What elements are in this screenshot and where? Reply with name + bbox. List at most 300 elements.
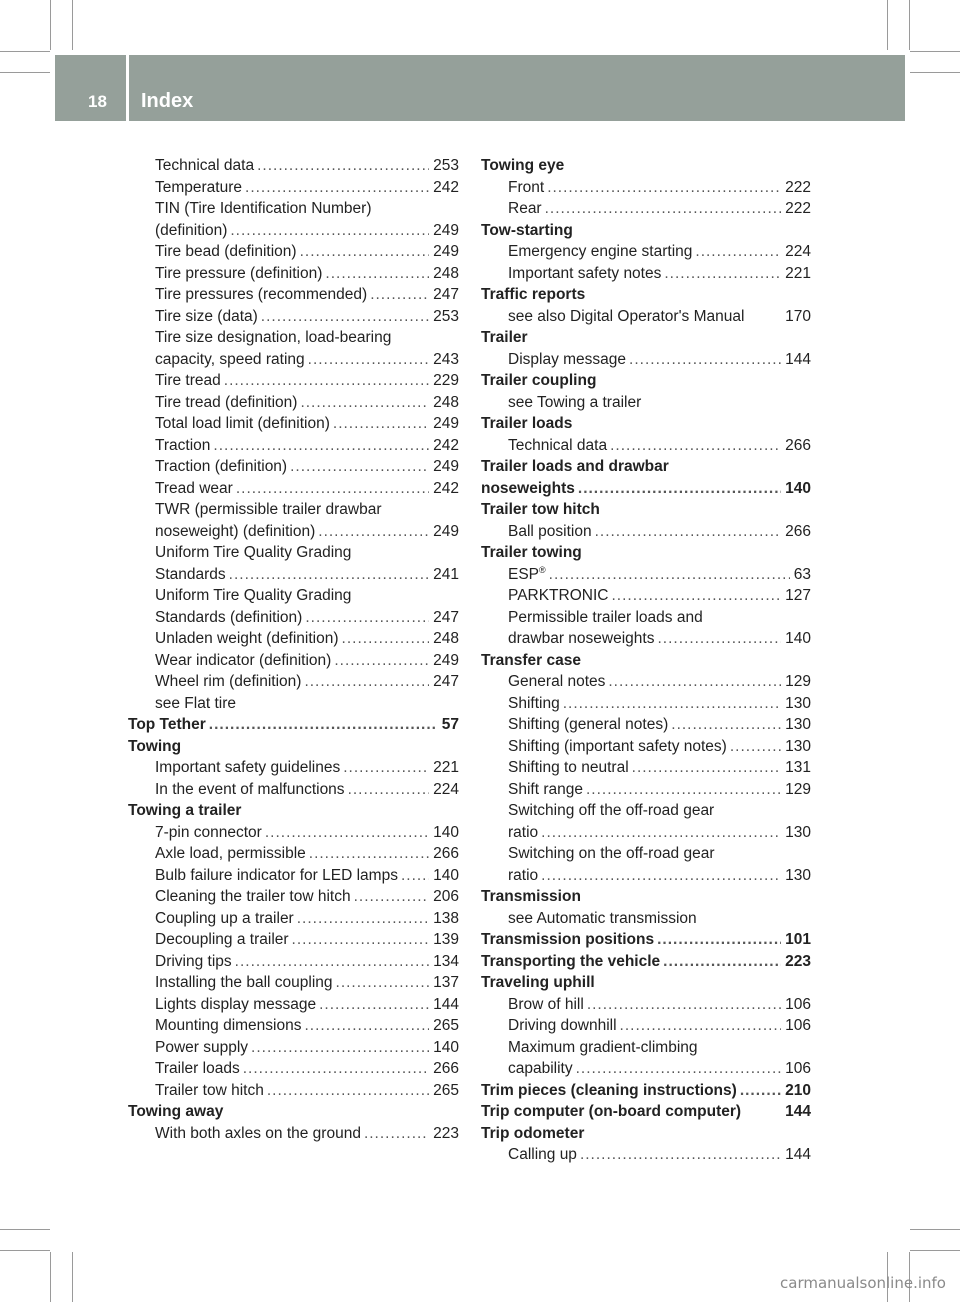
leader-dots — [611, 585, 781, 607]
entry-page: 241 — [433, 565, 459, 583]
entry-label: Lights display message — [155, 995, 317, 1013]
index-heading: Towing — [128, 737, 182, 755]
entry-page: 57 — [441, 716, 459, 733]
crop-mark — [72, 1252, 73, 1302]
index-heading-entry — [481, 951, 811, 973]
entry-page: 223 — [785, 952, 811, 970]
leader-dots — [730, 736, 781, 758]
index-entry — [481, 585, 811, 607]
leader-dots — [632, 757, 781, 779]
entry-label: Bulb failure indicator for LED lamps — [155, 866, 398, 884]
leader-dots — [370, 284, 429, 306]
index-entry — [128, 1058, 459, 1080]
index-entry — [128, 628, 459, 650]
entry-label: In the event of malfunctions — [155, 780, 345, 798]
crop-mark — [50, 0, 51, 50]
index-entry — [128, 1080, 459, 1102]
leader-dots — [342, 628, 430, 650]
crop-mark — [910, 1229, 960, 1230]
entry-label: Shifting (general notes) — [508, 716, 669, 733]
entry-page: 248 — [433, 393, 459, 411]
entry-label: Coupling up a trailer — [155, 909, 294, 927]
index-entry — [128, 886, 459, 908]
crop-mark — [0, 51, 50, 52]
leader-dots — [586, 779, 781, 801]
leader-dots — [304, 671, 429, 693]
index-entry — [128, 521, 459, 543]
entry-label: PARKTRONIC — [508, 587, 609, 604]
index-entry — [128, 1123, 459, 1145]
leader-dots — [545, 198, 782, 220]
entry-label: Driving downhill — [508, 1017, 617, 1034]
entry-page: 63 — [793, 565, 811, 583]
entry-label: Decoupling a trailer — [155, 931, 289, 948]
entry-page: 127 — [785, 587, 811, 604]
index-subtext: Maximum gradient-climbing — [508, 1038, 698, 1056]
index-entry — [128, 951, 459, 973]
index-subtext: see Automatic transmission — [508, 909, 697, 927]
entry-page: 223 — [433, 1124, 459, 1142]
entry-label: Tire bead (definition) — [155, 243, 297, 260]
leader-dots — [292, 929, 430, 951]
index-entry — [481, 994, 811, 1016]
index-entry — [481, 714, 811, 736]
entry-label: Driving tips — [155, 952, 232, 970]
leader-dots — [671, 714, 781, 736]
index-entry — [128, 607, 459, 629]
index-entry — [481, 757, 811, 779]
leader-dots — [300, 241, 430, 263]
entry-label: Top Tether — [128, 716, 206, 733]
index-heading-entry — [481, 478, 811, 500]
entry-label: see also Digital Operator's Manual — [508, 307, 745, 325]
leader-dots — [304, 1015, 429, 1037]
entry-label: Shifting — [508, 694, 560, 712]
index-heading: Trailer towing — [481, 544, 582, 561]
crop-mark — [887, 0, 888, 50]
index-entry — [128, 865, 459, 887]
entry-label: ratio — [508, 866, 539, 884]
index-entry — [481, 241, 811, 263]
entry-label: Cleaning the trailer tow hitch — [155, 888, 351, 905]
index-subtext: see Flat tire — [155, 694, 236, 712]
index-heading: Traffic reports — [481, 286, 586, 303]
crop-mark — [0, 1250, 50, 1251]
leader-dots — [224, 370, 429, 392]
leader-dots — [230, 220, 429, 242]
entry-label: Wheel rim (definition) — [155, 673, 302, 690]
entry-label: ratio — [508, 823, 539, 841]
entry-label: Wear indicator (definition) — [155, 651, 332, 669]
entry-page: 134 — [433, 952, 459, 970]
entry-label: Tire pressures (recommended) — [155, 286, 368, 303]
index-entry — [481, 521, 811, 543]
leader-dots — [236, 478, 429, 500]
entry-label: capacity, speed rating — [155, 350, 305, 368]
leader-dots — [595, 521, 782, 543]
entry-page: 131 — [785, 759, 811, 776]
entry-label: Mounting dimensions — [155, 1017, 302, 1034]
index-heading: Transmission — [481, 888, 581, 905]
crop-mark — [910, 72, 960, 73]
index-heading: Traveling uphill — [481, 974, 595, 991]
index-entry — [128, 929, 459, 951]
entry-page: 224 — [785, 243, 811, 260]
index-entry — [128, 822, 459, 844]
leader-dots — [243, 1058, 429, 1080]
entry-page: 248 — [433, 264, 459, 282]
entry-page: 265 — [433, 1017, 459, 1034]
entry-label: drawbar noseweights — [508, 630, 655, 647]
entry-page: 101 — [785, 931, 811, 948]
leader-dots — [308, 349, 429, 371]
index-subtext: Uniform Tire Quality Grading — [155, 587, 352, 604]
watermark: carmanualsonline.info — [780, 1274, 946, 1292]
leader-dots — [664, 263, 781, 285]
leader-dots — [657, 628, 781, 650]
leader-dots — [740, 1080, 781, 1102]
index-heading: Towing eye — [481, 157, 565, 174]
leader-dots — [587, 994, 781, 1016]
leader-dots — [235, 951, 429, 973]
entry-page: 253 — [433, 157, 459, 174]
leader-dots — [695, 241, 781, 263]
entry-page: 242 — [433, 479, 459, 497]
entry-page: 130 — [785, 694, 811, 712]
entry-page: 221 — [433, 759, 459, 776]
leader-dots — [663, 951, 781, 973]
leader-dots — [629, 349, 781, 371]
index-entry — [481, 263, 811, 285]
index-entry — [128, 972, 459, 994]
index-heading-entry — [481, 929, 811, 951]
entry-label: Trailer loads — [155, 1060, 240, 1077]
entry-page: 249 — [433, 221, 459, 239]
entry-label: Calling up — [508, 1146, 577, 1163]
entry-label: Standards (definition) — [155, 608, 303, 626]
entry-label: Emergency engine starting — [508, 243, 693, 260]
entry-page: 140 — [785, 479, 811, 497]
leader-dots — [547, 177, 781, 199]
leader-dots — [309, 843, 429, 865]
entry-label: Power supply — [155, 1038, 249, 1056]
entry-page: 210 — [785, 1081, 811, 1099]
index-entry — [481, 1058, 811, 1080]
index-subtext: Uniform Tire Quality Grading — [155, 544, 352, 561]
leader-dots — [305, 607, 429, 629]
index-entry — [481, 779, 811, 801]
entry-page: 247 — [433, 286, 459, 303]
leader-dots — [343, 757, 429, 779]
leader-dots — [297, 908, 429, 930]
leader-dots — [318, 521, 429, 543]
entry-page: 221 — [785, 264, 811, 282]
index-entry — [128, 349, 459, 371]
index-subtext: Switching off the off-road gear — [508, 802, 715, 819]
entry-label: General notes — [508, 673, 606, 690]
index-entry — [128, 478, 459, 500]
entry-label: capability — [508, 1060, 573, 1077]
leader-dots — [229, 564, 429, 586]
index-entry — [128, 1037, 459, 1059]
leader-dots — [325, 263, 429, 285]
leader-dots — [563, 693, 781, 715]
index-entry — [481, 1015, 811, 1037]
section-title: Index — [141, 90, 194, 112]
index-entry — [481, 349, 811, 371]
entry-label: Temperature — [155, 178, 243, 196]
entry-label: Installing the ball coupling — [155, 974, 333, 991]
index-entry — [128, 263, 459, 285]
entry-label: Tire tread (definition) — [155, 393, 298, 411]
entry-label: Traction — [155, 436, 211, 454]
leader-dots — [620, 1015, 782, 1037]
leader-dots — [578, 478, 781, 500]
index-entry — [128, 177, 459, 199]
entry-page: 222 — [785, 200, 811, 217]
crop-mark — [0, 1229, 50, 1230]
index-heading: Trailer — [481, 329, 528, 346]
index-entry — [128, 1015, 459, 1037]
entry-label: Trip computer (on-board computer) — [481, 1103, 742, 1120]
index-entry — [481, 671, 811, 693]
index-column-right — [481, 155, 811, 1166]
entry-label: With both axles on the ground — [155, 1124, 361, 1142]
leader-dots — [334, 650, 429, 672]
index-subtext: Switching on the off-road gear — [508, 845, 715, 862]
index-entry — [481, 1144, 811, 1166]
entry-page: 138 — [433, 909, 459, 927]
entry-page: 222 — [785, 178, 811, 196]
index-subtext: see Towing a trailer — [508, 393, 642, 411]
leader-dots — [364, 1123, 429, 1145]
index-subtext: TIN (Tire Identification Number) — [155, 200, 372, 217]
crop-mark — [910, 51, 960, 52]
leader-dots — [610, 435, 781, 457]
index-heading: Transfer case — [481, 651, 581, 669]
leader-dots — [336, 972, 430, 994]
entry-page: 247 — [433, 673, 459, 690]
entry-label: Standards — [155, 565, 226, 583]
index-entry — [128, 564, 459, 586]
entry-page: 144 — [785, 1103, 811, 1120]
index-entry — [128, 284, 459, 306]
entry-label: Display message — [508, 350, 627, 368]
entry-label: Brow of hill — [508, 995, 584, 1013]
leader-dots — [333, 413, 429, 435]
entry-page: 266 — [433, 845, 459, 862]
index-entry — [481, 306, 811, 328]
leader-dots — [290, 456, 429, 478]
crop-mark — [0, 72, 50, 73]
entry-page: 243 — [433, 350, 459, 368]
entry-page: 137 — [433, 974, 459, 991]
entry-page: 106 — [785, 1060, 811, 1077]
entry-page: 139 — [433, 931, 459, 948]
index-entry — [481, 693, 811, 715]
index-entry — [481, 628, 811, 650]
index-heading: Towing a trailer — [128, 802, 242, 819]
leader-dots — [657, 929, 781, 951]
index-entry — [128, 155, 459, 177]
leader-dots — [580, 1144, 781, 1166]
index-entry — [128, 671, 459, 693]
entry-label: 7-pin connector — [155, 823, 262, 841]
crop-mark — [909, 0, 910, 50]
index-column-left — [128, 155, 459, 1144]
entry-label: Tread wear — [155, 479, 233, 497]
leader-dots — [251, 1037, 429, 1059]
entry-page: 144 — [785, 350, 811, 368]
entry-label: noseweights — [481, 479, 575, 497]
entry-page: 130 — [785, 823, 811, 841]
index-heading-entry — [128, 714, 459, 736]
entry-label: Axle load, permissible — [155, 845, 306, 862]
index-entry — [128, 843, 459, 865]
entry-page: 266 — [785, 436, 811, 454]
entry-page: 130 — [785, 737, 811, 755]
entry-page: 140 — [433, 866, 459, 884]
entry-page: 249 — [433, 415, 459, 432]
entry-page: 140 — [433, 1038, 459, 1056]
entry-page: 144 — [785, 1146, 811, 1163]
entry-label: Transmission positions — [481, 931, 655, 948]
entry-page: 249 — [433, 651, 459, 669]
entry-label: Trim pieces (cleaning instructions) — [481, 1081, 737, 1099]
entry-label: Technical data — [155, 157, 255, 174]
entry-label: ESP® — [508, 564, 546, 583]
leader-dots — [576, 1058, 782, 1080]
leader-dots — [209, 714, 438, 736]
entry-label: Shifting to neutral — [508, 759, 629, 776]
index-entry — [128, 306, 459, 328]
index-entry — [481, 435, 811, 457]
leader-dots — [267, 1080, 429, 1102]
leader-dots — [300, 392, 429, 414]
index-entry — [128, 994, 459, 1016]
index-heading: Trailer coupling — [481, 372, 597, 389]
entry-page: 129 — [785, 780, 811, 798]
index-heading-entry — [481, 1080, 811, 1102]
entry-page: 266 — [785, 522, 811, 540]
leader-dots — [319, 994, 429, 1016]
index-heading-entry — [481, 1101, 811, 1123]
leader-dots — [213, 435, 429, 457]
entry-label: Rear — [508, 200, 542, 217]
entry-page: 140 — [785, 630, 811, 647]
index-entry — [128, 241, 459, 263]
page-number: 18 — [88, 92, 107, 111]
leader-dots — [265, 822, 429, 844]
entry-page: 248 — [433, 630, 459, 647]
index-subtext: TWR (permissible trailer drawbar — [155, 501, 382, 518]
entry-page: 266 — [433, 1060, 459, 1077]
index-entry — [481, 736, 811, 758]
entry-label: Important safety notes — [508, 264, 662, 282]
entry-page: 130 — [785, 866, 811, 884]
entry-label: Transporting the vehicle — [481, 952, 661, 970]
crop-mark — [72, 0, 73, 50]
index-entry — [128, 456, 459, 478]
entry-page: 229 — [433, 372, 459, 389]
entry-page: 130 — [785, 716, 811, 733]
entry-label: Tire tread — [155, 372, 221, 389]
entry-label: noseweight) (definition) — [155, 522, 316, 540]
index-entry — [128, 220, 459, 242]
entry-page: 242 — [433, 178, 459, 196]
leader-dots — [608, 671, 781, 693]
crop-mark — [910, 1250, 960, 1251]
entry-label: Shift range — [508, 780, 583, 798]
leader-dots — [541, 865, 781, 887]
entry-page: 249 — [433, 522, 459, 540]
entry-label: Technical data — [508, 436, 608, 454]
index-heading: Trailer loads — [481, 415, 573, 432]
entry-page: 242 — [433, 436, 459, 454]
entry-label: Unladen weight (definition) — [155, 630, 339, 647]
leader-dots — [245, 177, 429, 199]
index-entry — [128, 370, 459, 392]
index-heading: Towing away — [128, 1103, 224, 1120]
entry-label: Front — [508, 178, 545, 196]
registered-mark: ® — [539, 564, 546, 575]
index-heading: Trailer loads and drawbar — [481, 458, 669, 475]
entry-page: 140 — [433, 823, 459, 841]
index-entry — [481, 865, 811, 887]
crop-mark — [50, 1252, 51, 1302]
index-entry — [128, 779, 459, 801]
index-subtext: Tire size designation, load-bearing — [155, 329, 392, 346]
entry-page: 106 — [785, 995, 811, 1013]
leader-dots — [549, 564, 790, 586]
entry-page: 129 — [785, 673, 811, 690]
entry-page: 249 — [433, 458, 459, 475]
index-entry — [128, 650, 459, 672]
leader-dots — [348, 779, 430, 801]
entry-label: Tire pressure (definition) — [155, 264, 323, 282]
entry-label: Ball position — [508, 522, 592, 540]
index-heading: Trailer tow hitch — [481, 501, 600, 518]
index-heading: Trip odometer — [481, 1124, 585, 1142]
index-entry — [128, 757, 459, 779]
leader-dots — [257, 155, 429, 177]
index-entry — [128, 413, 459, 435]
entry-label: (definition) — [155, 221, 228, 239]
entry-page: 170 — [785, 307, 811, 325]
leader-dots — [401, 865, 429, 887]
index-subtext: Permissible trailer loads and — [508, 608, 703, 626]
index-entry — [128, 908, 459, 930]
leader-dots — [261, 306, 429, 328]
entry-label: Traction (definition) — [155, 458, 288, 475]
index-heading: Tow-starting — [481, 221, 573, 239]
index-entry — [481, 822, 811, 844]
leader-dots — [541, 822, 781, 844]
index-entry — [481, 177, 811, 199]
entry-label: Important safety guidelines — [155, 759, 341, 776]
entry-label: Shifting (important safety notes) — [508, 737, 727, 755]
entry-label: Tire size (data) — [155, 307, 258, 325]
entry-page: 106 — [785, 1017, 811, 1034]
entry-page: 144 — [433, 995, 459, 1013]
entry-page: 247 — [433, 608, 459, 626]
entry-label: Trailer tow hitch — [155, 1081, 264, 1099]
entry-page: 206 — [433, 888, 459, 905]
index-entry — [481, 564, 811, 586]
entry-page: 249 — [433, 243, 459, 260]
entry-page: 265 — [433, 1081, 459, 1099]
index-entry — [128, 435, 459, 457]
